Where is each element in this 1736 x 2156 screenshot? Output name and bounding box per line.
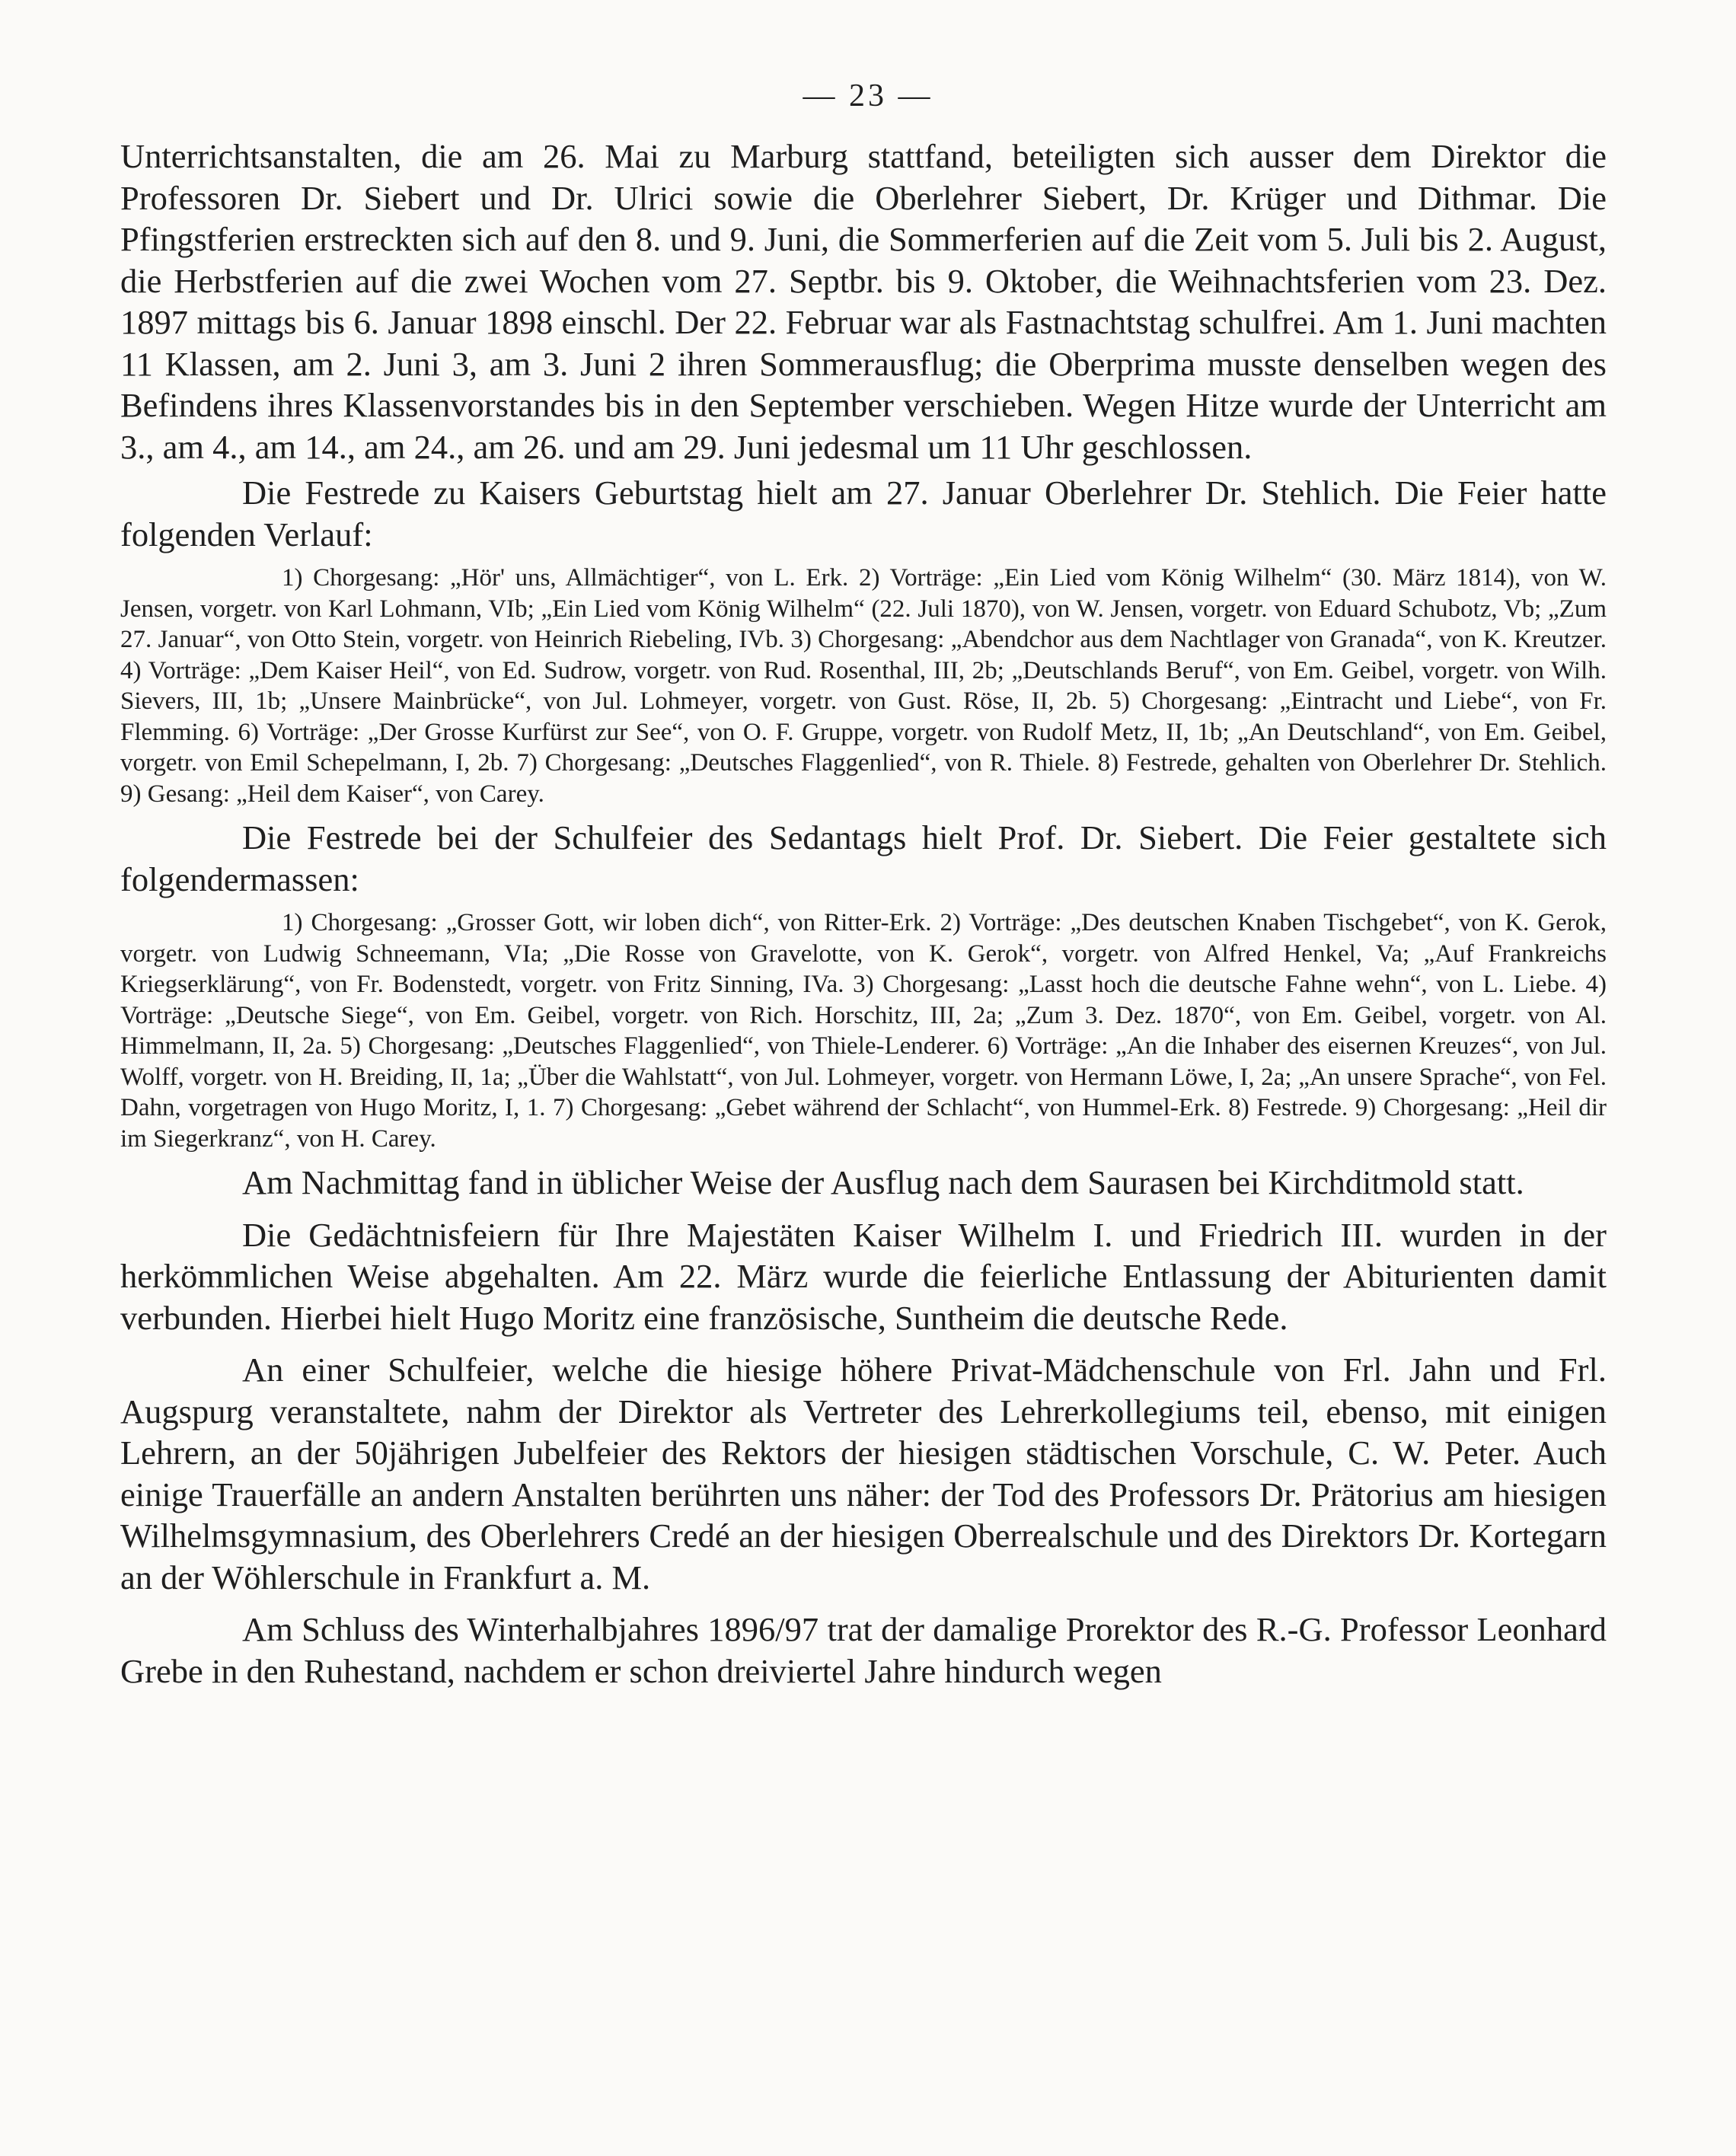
program-kaisers-geburtstag: 1) Chorgesang: „Hör' uns, Allmächtiger“, von L. Erk. 2) Vorträge: „Ein Lied vom König Wilhelm“ (30. März 1814), von W. Jensen, vorgetr. von Karl Lohmann, VIb; „Ein Lied vom König Wilhelm“ (22. Juli 1870), von W. Jensen, vorgetr. von Eduard Schubotz, Vb; „Zum 27. Januar“, von Otto Stein, vorgetr. von Heinrich Riebeling, IVb. 3) Chorgesang: „Abendchor aus dem Nachtlager von Granada“, von K. Kreutzer. 4) Vorträge: „Dem Kaiser Heil“, von Ed. Sudrow, vorgetr. von Rud. Rosenthal, III, 2b; „Deutschlands Beruf“, von Em. Geibel, vorgetr. von Wilh. Sievers, III, 1b; „Unsere Mainbrücke“, von Jul. Lohmeyer, vorgetr. von Gust. Röse, II, 2b. 5) Chorgesang: „Eintracht und Liebe“, von Fr. Flemming. 6) Vorträge: „Der Grosse Kurfürst zur See“, von O. F. Gruppe, vorgetr. von Rudolf Metz, II, 1b; „An Deutschland“, von Em. Geibel, vorgetr. von Emil Schepelmann, I, 2b. 7) Chorgesang: „Deutsches Flaggenlied“, von R. Thiele. 8) Festrede, gehalten von Oberlehrer Dr. Stehlich. 9) Gesang: „Heil dem Kaiser“, von Carey. (120, 564, 1607, 808)
paragraph-gap (120, 1204, 1607, 1214)
text-section-1 (120, 136, 1607, 1692)
paragraph-gap (120, 1338, 1607, 1349)
paragraph-gap (120, 1598, 1607, 1609)
paragraph-gedaechtnisfeiern: Die Gedächtnisfeiern für Ihre Majestäten Kaiser Wilhelm I. und Friedrich III. wurden in der herkömmlichen Weise abgehalten. Am 22. März wurde die feierliche Entlassung der Abiturienten damit verbunden. Hierbei hielt Hugo Moritz eine französische, Suntheim die deutsche Rede. (120, 1215, 1607, 1337)
paragraph-kaisers-geburtstag: Die Festrede zu Kaisers Geburtstag hielt am 27. Januar Oberlehrer Dr. Stehlich. Die Feier hatte folgenden Verlauf: (120, 474, 1607, 553)
paragraph-schulfeier: An einer Schulfeier, welche die hiesige höhere Privat-Mädchenschule von Frl. Jahn und Frl. Augspurg veranstaltete, nahm der Direktor als Vertreter des Lehrerkollegiums teil, ebenso, mit einigen Lehrern, an der 50jährigen Jubelfeier des Rektors der hiesigen städtischen Vorschule, C. W. Peter. Auch einige Trauerfälle an andern Anstalten berührten uns näher: der Tod des Professors Dr. Prätorius am hiesigen Wilhelmsgymnasium, des Oberlehrers Credé an der hiesigen Oberrealschule und des Direktors Dr. Kortegarn an der Wöhlerschule in Frankfurt a. M. (120, 1351, 1607, 1596)
paragraph-ausflug: Am Nachmittag fand in üblicher Weise der Ausflug nach dem Saurasen bei Kirchditmold statt. (242, 1163, 1524, 1201)
program-sedantag: 1) Chorgesang: „Grosser Gott, wir loben dich“, von Ritter-Erk. 2) Vorträge: „Des deutschen Knaben Tischgebet“, von K. Gerok, vorgetr. von Ludwig Schneemann, VIa; „Die Rosse von Gravelotte, von K. Gerok“, vorgetr. von Alfred Henkel, Va; „Auf Frankreichs Kriegserklärung“, von Fr. Bodenstedt, vorgetr. von Fritz Sinning, IVa. 3) Chorgesang: „Lasst hoch die deutsche Fahne wehn“, von L. Liebe. 4) Vorträge: „Deutsche Siege“, von Em. Geibel, vorgetr. von Rich. Horschitz, III, 2a; „Zum 3. Dez. 1870“, von Em. Geibel, vorgetr. von Al. Himmelmann, II, 2a. 5) Chorgesang: „Deutsches Flaggenlied“, von Thiele-Lenderer. 6) Vorträge: „An die Inhaber des eisernen Kreuzes“, von Jul. Wolff, vorgetr. von H. Breiding, II, 1a; „Über die Wahlstatt“, von Jul. Lohmeyer, vorgetr. von Hermann Löwe, I, 2a; „An unsere Sprache“, von Fel. Dahn, vorgetragen von Hugo Moritz, I, 1. 7) Chorgesang: „Gebet während der Schlacht“, von Hummel-Erk. 8) Festrede. 9) Chorgesang: „Heil dir im Siegerkranz“, von H. Carey. (120, 909, 1607, 1153)
paragraph-school-holidays: Unterrichtsanstalten, die am 26. Mai zu Marburg stattfand, beteiligten sich ausser dem Direktor die Professoren Dr. Siebert und Dr. Ulrici sowie die Oberlehrer Siebert, Dr. Krüger und Dithmar. Die Pfingstferien erstreckten sich auf den 8. und 9. Juni, die Sommerferien auf die Zeit vom 5. Juli bis 2. August, die Herbstferien auf die zwei Wochen vom 27. Septbr. bis 9. Oktober, die Weihnachtsferien vom 23. Dez. 1897 mittags bis 6. Januar 1898 einschl. Der 22. Februar war als Fastnachtstag schulfrei. Am 1. Juni machten 11 Klassen, am 2. Juni 3, am 3. Juni 2 ihren Sommerausflug; die Oberprima musste denselben wegen des Befindens ihres Klassenvorstandes bis in den September verschieben. Wegen Hitze wurde der Unterricht am 3., am 4., am 14., am 24., am 26. und am 29. Juni jedesmal um 11 Uhr geschlossen. (120, 137, 1607, 466)
page-number: — 23 — (803, 78, 933, 113)
paragraph-winterhalbjahr: Am Schluss des Winterhalbjahres 1896/97 trat der damalige Prorektor des R.-G. Professor Leonhard Grebe in den Ruhestand, nachdem er schon dreiviertel Jahre hindurch wegen (120, 1610, 1607, 1690)
paragraph-sedantag: Die Festrede bei der Schulfeier des Sedantags hielt Prof. Dr. Siebert. Die Feier gestaltete sich folgendermassen: (120, 818, 1607, 898)
